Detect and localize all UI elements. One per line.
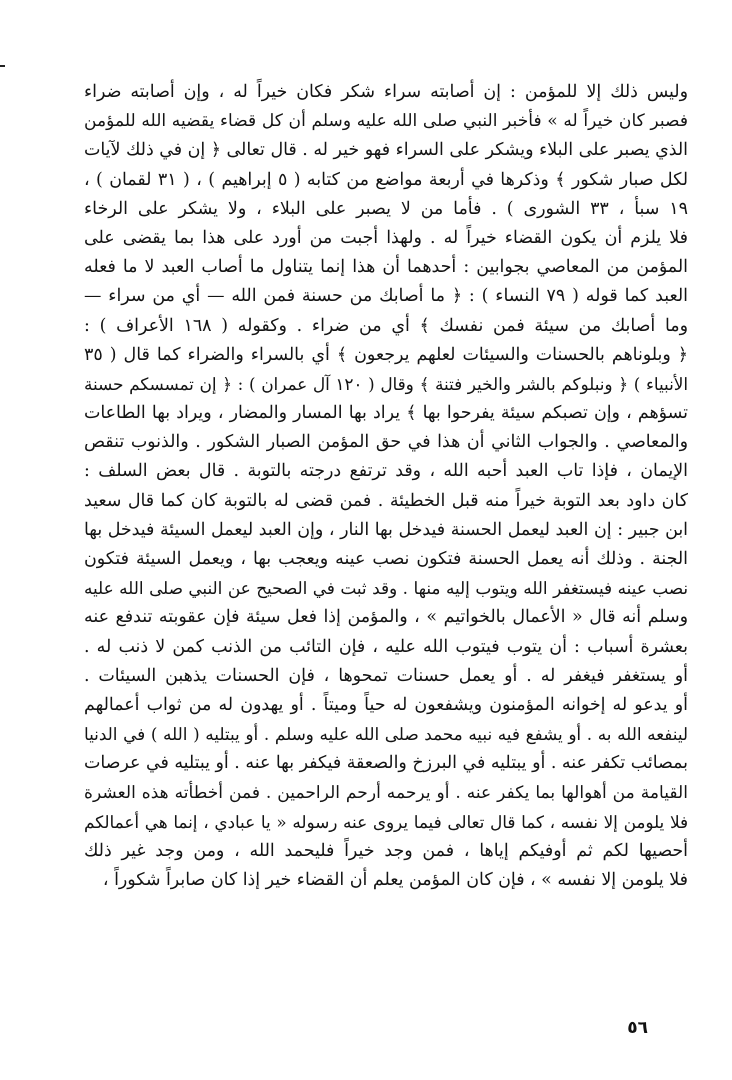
- text-line: لكل صبار شكور ﴾ وذكرها في أربعة مواضع من كتابه ( ٥ إبراهيم ) ، ( ٣١ لقمان ) ،: [84, 169, 688, 190]
- text-line: ١٩ سبأ ، ٣٣ الشورى ) . فأما من لا يصبر على البلاء ، ولا يشكر على الرخاء: [84, 198, 688, 219]
- text-line: الجنة . وذلك أنه يعمل الحسنة فتكون نصب عينه ويعجب بها ، ويعمل السيئة فتكون: [84, 549, 688, 569]
- page-number: ٥٦: [627, 1018, 648, 1038]
- text-line: القيامة من أهوالها بما يكفر عنه . أو يرحمه أرحم الراحمين . فمن أخطأته هذه العشرة: [84, 782, 688, 803]
- text-line: فلا يلومن إلا نفسه » ، فإن كان المؤمن يعلم أن القضاء خير إذا كان صابراً شكوراً ،: [102, 870, 688, 891]
- text-line: الذي يصبر على البلاء ويشكر على السراء فهو خير له . قال تعالى ﴿ إن في ذلك لآيات: [84, 140, 688, 161]
- text-line: العبد كما قوله ( ٧٩ النساء ) : ﴿ ما أصابك من حسنة فمن الله — أي من سراء —: [84, 286, 688, 307]
- text-line: أحصيها لكم ثم أوفيكم إياها ، فمن وجد خيراً فليحمد الله ، ومن وجد غير ذلك: [84, 840, 688, 861]
- text-line: المؤمن من المعاصي بجوابين : أحدهما أن هذا إنما يتناول ما أصاب العبد لا ما فعله: [84, 257, 688, 278]
- margin-mark: [0, 65, 5, 67]
- text-line: أو يدعو له إخوانه المؤمنون ويشفعون له حياً وميتاً . أو يهدون له من ثواب أعمالهم: [84, 694, 688, 715]
- text-line: وليس ذلك إلا للمؤمن : إن أصابته سراء شكر فكان خيراً له ، وإن أصابته ضراء: [84, 82, 688, 102]
- text-line: ﴿ وبلوناهم بالحسنات والسيئات لعلهم يرجعون ﴾ أي بالسراء والضراء كما قال ( ٣٥: [84, 344, 688, 365]
- text-line: وما أصابك من سيئة فمن نفسك ﴾ أي من ضراء . وكقوله ( ١٦٨ الأعراف ) :: [84, 315, 688, 336]
- text-line: نصب عينه فيستغفر الله ويتوب إليه منها . وقد ثبت في الصحيح عن النبي صلى الله عليه: [84, 578, 688, 599]
- text-line: الأنبياء ) ﴿ ونبلوكم بالشر والخير فتنة ﴾ وقال ( ١٢٠ آل عمران ) : ﴿ إن تمسسكم حسنة: [84, 373, 688, 394]
- text-line: لينفعه الله به . أو يشفع فيه نبيه محمد صلى الله عليه وسلم . أو يبتليه ( الله ) في الدنيا: [84, 724, 688, 745]
- text-line: تسؤهم ، وإن تصبكم سيئة يفرحوا بها ﴾ يراد بها المسار والمضار ، ويراد بها الطاعات: [84, 403, 688, 424]
- text-line: أو يستغفر فيغفر له . أو يعمل حسنات تمحوها ، فإن الحسنات يذهبن السيئات .: [84, 665, 688, 686]
- text-line: فصبر كان خيراً له » فأخبر النبي صلى الله عليه وسلم أن كل قضاء يقضيه الله للمؤمن: [84, 111, 688, 132]
- text-line: والمعاصي . والجواب الثاني أن هذا في حق المؤمن الصبار الشكور . والذنوب تنقص: [84, 432, 688, 453]
- text-line: بمصائب تكفر عنه . أو يبتليه في البرزخ والصعقة فيكفر بها عنه . أو يبتليه في عرصات: [84, 753, 688, 774]
- text-line: الإيمان ، فإذا تاب العبد أحبه الله ، وقد ترتفع درجته بالتوبة . قال بعض السلف :: [84, 461, 688, 482]
- text-line: بعشرة أسباب : أن يتوب فيتوب الله عليه ، فإن التائب من الذنب كمن لا ذنب له .: [84, 636, 688, 657]
- text-line: فلا يلزم أن يكون القضاء خيراً له . ولهذا أجبت من أورد على هذا بما يقضى على: [84, 227, 688, 248]
- body-text: [84, 78, 688, 1003]
- text-line: وسلم أنه قال « الأعمال بالخواتيم » ، والمؤمن إذا فعل سيئة فإن عقوبته تندفع عنه: [84, 607, 688, 628]
- text-line: فلا يلومن إلا نفسه ، كما قال تعالى فيما يروى عنه رسوله « يا عبادي ، إنما هي أعمالكم: [84, 811, 688, 832]
- text-line: ابن جبير : إن العبد ليعمل الحسنة فيدخل بها النار ، وإن العبد ليعمل السيئة فيدخل بها: [84, 519, 688, 540]
- text-line: كان داود بعد التوبة خيراً منه قبل الخطيئة . فمن قضى له بالتوبة كان كما قال سعيد: [84, 490, 688, 511]
